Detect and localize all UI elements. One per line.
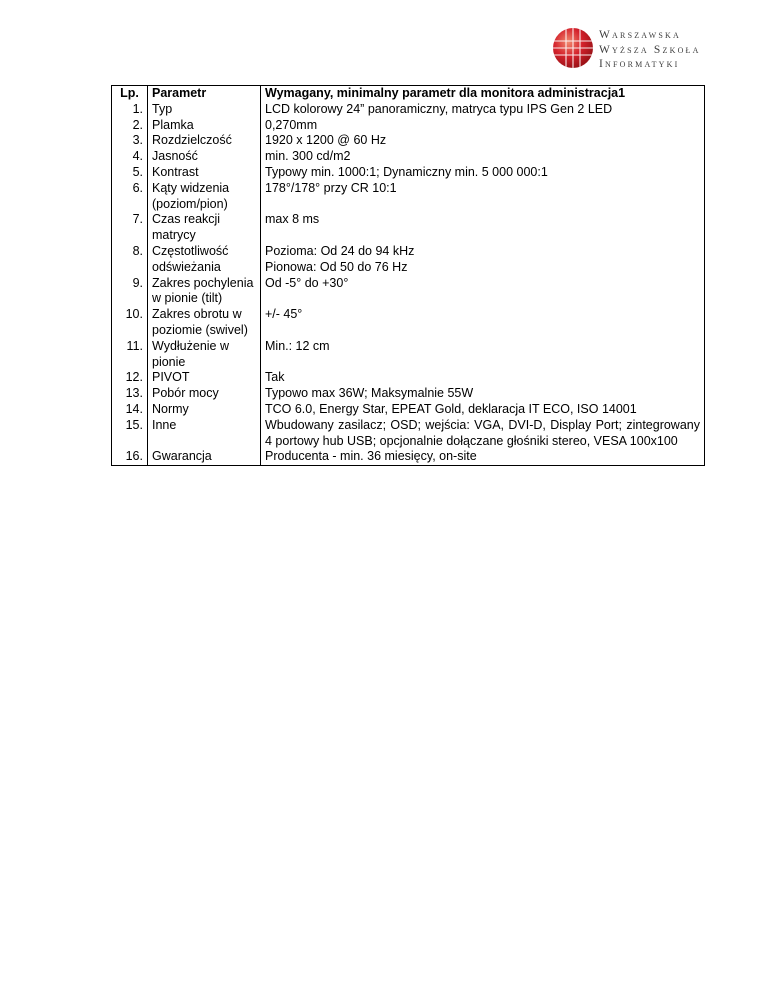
- row-value: Tak: [261, 370, 705, 386]
- row-value-line: Pozioma: Od 24 do 94 kHz: [265, 243, 415, 258]
- row-parameter: Gwarancja: [148, 449, 261, 465]
- table-row: [112, 402, 705, 418]
- row-number: 8.: [112, 244, 148, 276]
- row-value: LCD kolorowy 24” panoramiczny, matryca typu IPS Gen 2 LED: [261, 102, 705, 118]
- monitor-spec-table: [111, 85, 705, 466]
- table-row: [112, 370, 705, 386]
- row-value: min. 300 cd/m2: [261, 149, 705, 165]
- row-parameter: Plamka: [148, 118, 261, 134]
- row-parameter: Wydłużenie w pionie: [148, 339, 261, 371]
- row-number: 1.: [112, 102, 148, 118]
- table-row: [112, 118, 705, 134]
- row-parameter: PIVOT: [148, 370, 261, 386]
- row-value: Od -5° do +30°: [261, 276, 705, 308]
- row-number: 3.: [112, 133, 148, 149]
- row-value: Producenta - min. 36 miesięcy, on-site: [261, 449, 705, 465]
- row-number: 7.: [112, 212, 148, 244]
- row-parameter: Częstotliwość odświeżania: [148, 244, 261, 276]
- table-row: [112, 165, 705, 181]
- row-value: Typowy min. 1000:1; Dynamiczny min. 5 000 000:1: [261, 165, 705, 181]
- row-value: +/- 45°: [261, 307, 705, 339]
- row-number: 4.: [112, 149, 148, 165]
- table-row: [112, 386, 705, 402]
- header-parametr: Parametr: [148, 86, 261, 102]
- row-number: 12.: [112, 370, 148, 386]
- table-row: [112, 133, 705, 149]
- row-number: 9.: [112, 276, 148, 308]
- table-row: [112, 418, 705, 450]
- row-number: 2.: [112, 118, 148, 134]
- row-number: 5.: [112, 165, 148, 181]
- table-row: [112, 276, 705, 308]
- row-parameter: Pobór mocy: [148, 386, 261, 402]
- table-row: [112, 102, 705, 118]
- row-value-line: Pionowa: Od 50 do 76 Hz: [265, 259, 408, 274]
- logo-sphere-icon: [551, 26, 595, 70]
- row-parameter: Jasność: [148, 149, 261, 165]
- table-row: [112, 449, 705, 465]
- wwsi-logo: [551, 26, 721, 74]
- table-row: [112, 181, 705, 213]
- row-value: 178°/178° przy CR 10:1: [261, 181, 705, 213]
- row-number: 10.: [112, 307, 148, 339]
- row-number: 11.: [112, 339, 148, 371]
- row-value: TCO 6.0, Energy Star, EPEAT Gold, deklaracja IT ECO, ISO 14001: [261, 402, 705, 418]
- logo-line-1: Warszawska: [599, 29, 681, 41]
- row-number: 6.: [112, 181, 148, 213]
- table-header-row: [112, 86, 705, 102]
- logo-line-3: Informatyki: [599, 58, 680, 70]
- row-value: max 8 ms: [261, 212, 705, 244]
- table-row: [112, 212, 705, 244]
- header-wymagany: Wymagany, minimalny parametr dla monitora administracja1: [261, 86, 705, 102]
- row-parameter: Kontrast: [148, 165, 261, 181]
- row-parameter: Zakres pochylenia w pionie (tilt): [148, 276, 261, 308]
- row-value: 1920 x 1200 @ 60 Hz: [261, 133, 705, 149]
- row-number: 16.: [112, 449, 148, 465]
- header-lp: Lp.: [112, 86, 148, 102]
- table-row: [112, 339, 705, 371]
- row-parameter: Normy: [148, 402, 261, 418]
- row-value: 0,270mm: [261, 118, 705, 134]
- row-parameter: Kąty widzenia (poziom/pion): [148, 181, 261, 213]
- row-parameter: Rozdzielczość: [148, 133, 261, 149]
- row-parameter: Zakres obrotu w poziomie (swivel): [148, 307, 261, 339]
- row-parameter: Typ: [148, 102, 261, 118]
- logo-line-2: Wyższa Szkoła: [599, 43, 701, 56]
- table-row: [112, 244, 705, 276]
- row-number: 14.: [112, 402, 148, 418]
- row-parameter: Czas reakcji matrycy: [148, 212, 261, 244]
- table-row: [112, 307, 705, 339]
- row-number: 13.: [112, 386, 148, 402]
- row-value: Typowo max 36W; Maksymalnie 55W: [261, 386, 705, 402]
- row-parameter: Inne: [148, 418, 261, 450]
- row-value: Wbudowany zasilacz; OSD; wejścia: VGA, DVI-D, Display Port; zintegrowany 4 portowy hub USB; opcjonalnie dołączane głośniki stereo, VESA 100x100: [261, 418, 705, 450]
- row-number: 15.: [112, 418, 148, 450]
- row-value: Min.: 12 cm: [261, 339, 705, 371]
- row-value: [261, 244, 705, 276]
- table-row: [112, 149, 705, 165]
